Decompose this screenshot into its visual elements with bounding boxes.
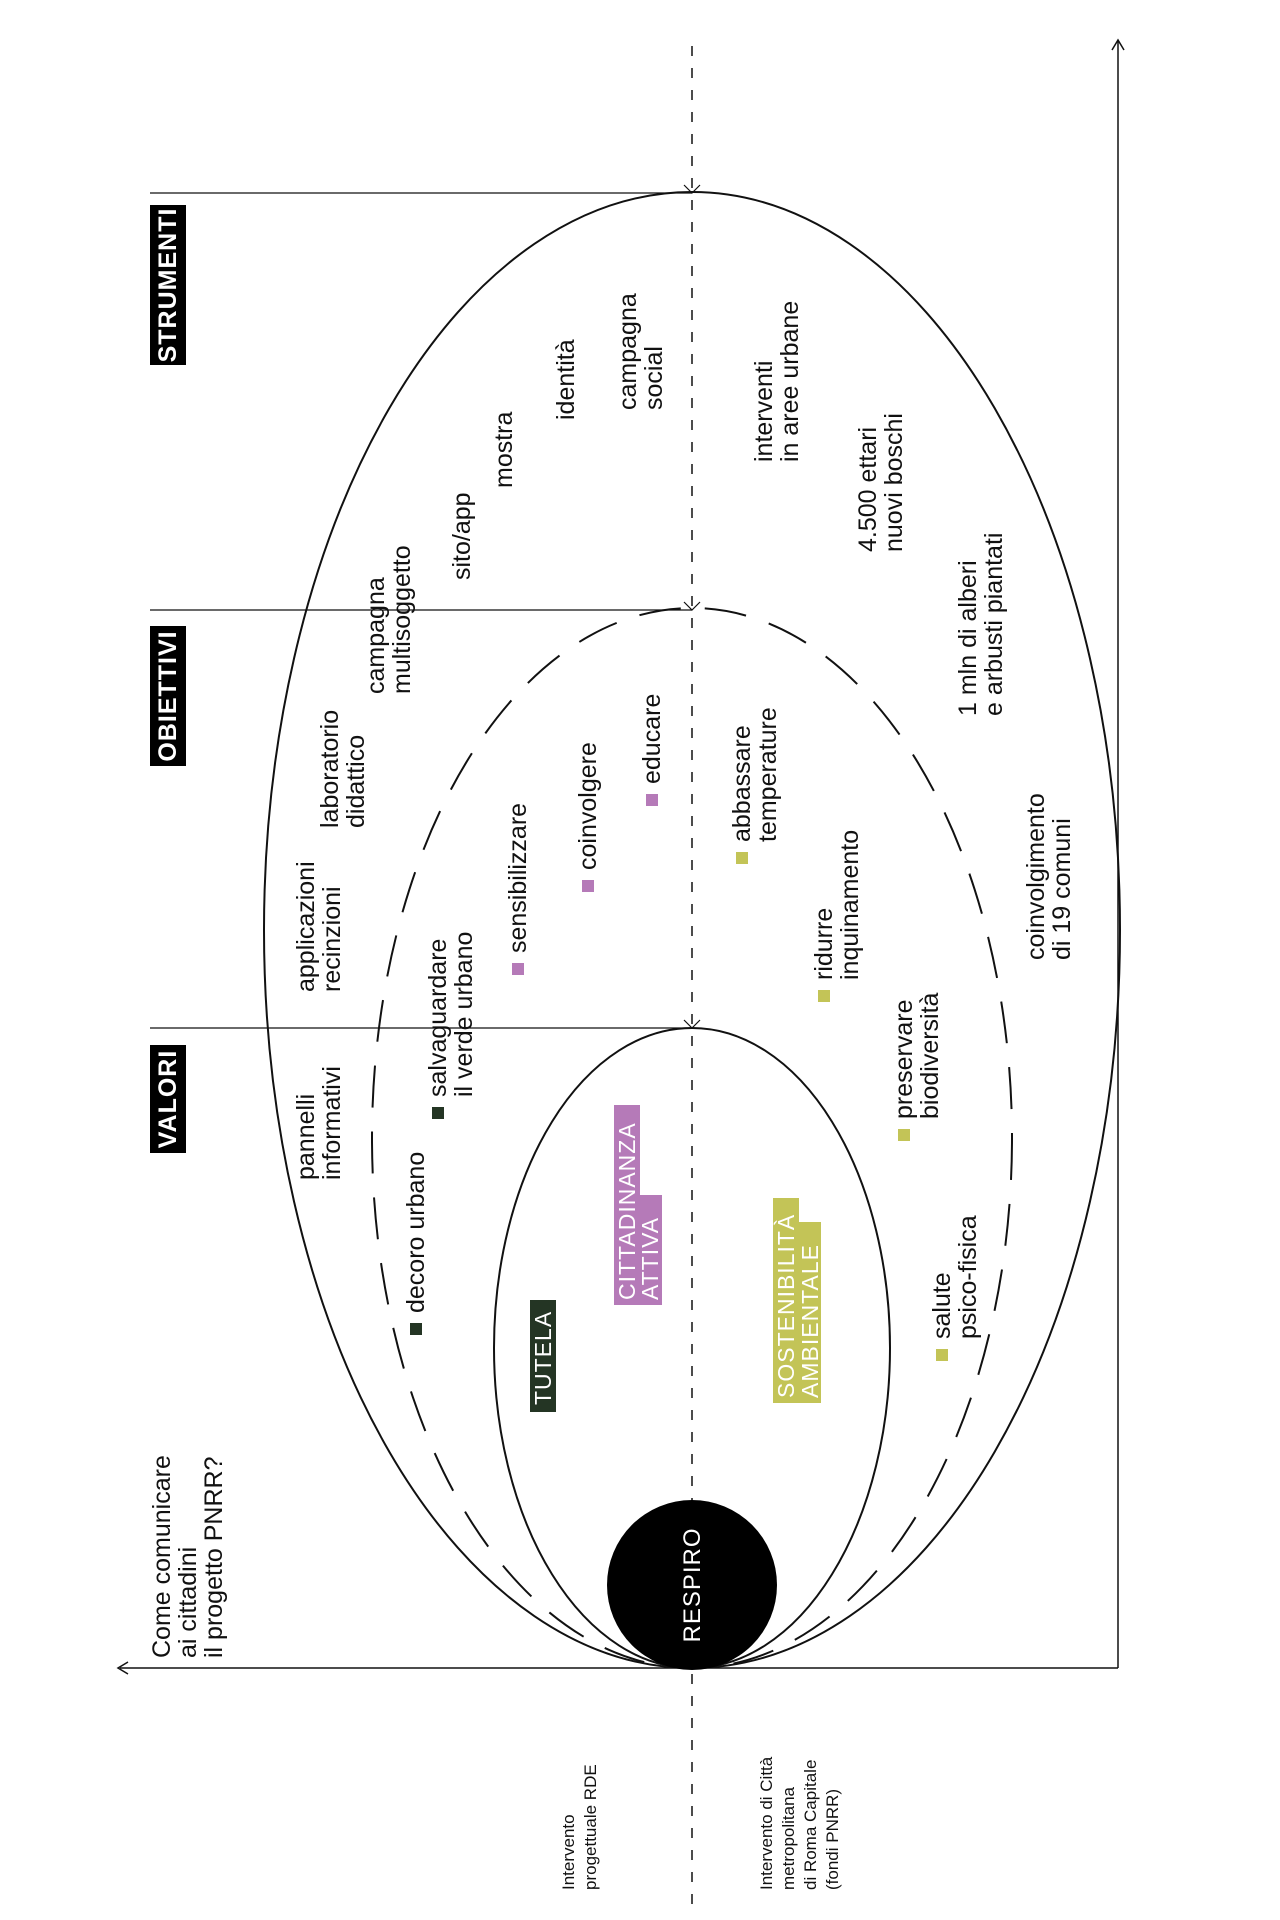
bullet-dark-green bbox=[432, 1107, 444, 1119]
bullet-purple bbox=[646, 794, 658, 806]
tool-identita-label: identità bbox=[552, 339, 580, 420]
tool-interventi bbox=[750, 301, 804, 462]
objective-coinvolgere-label: coinvolgere bbox=[574, 742, 602, 870]
tool-ettari-line-2: nuovi boschi bbox=[880, 413, 908, 552]
tool-pannelli-line-1: pannelli bbox=[292, 1093, 320, 1180]
label-citta-line-2: metropolitana bbox=[779, 1786, 798, 1890]
label-rde bbox=[559, 1764, 600, 1890]
objective-ridurre-line-2: inquinamento bbox=[836, 829, 864, 980]
objective-sensibilizzare-label: sensibilizzare bbox=[504, 802, 532, 953]
tool-interventi-line-1: interventi bbox=[750, 360, 778, 462]
objective-abbassare bbox=[728, 707, 782, 864]
tool-campagna-social bbox=[614, 293, 668, 410]
question-line-2: ai cittadini bbox=[174, 1546, 202, 1658]
objective-educare bbox=[638, 694, 666, 806]
objective-salute bbox=[928, 1215, 982, 1361]
tool-campagna-multi-line-1: campagna bbox=[362, 577, 390, 694]
objective-preservare-line-2: biodiversità bbox=[916, 992, 944, 1119]
label-citta-line-3: di Roma Capitale bbox=[801, 1759, 820, 1890]
objective-ridurre bbox=[810, 830, 864, 1002]
label-citta bbox=[757, 1756, 842, 1890]
label-rde-line-1: Intervento bbox=[559, 1814, 578, 1890]
objective-abbassare-line-1: abbassare bbox=[728, 725, 756, 842]
value-sostenibilita-line-2: AMBIENTALE bbox=[797, 1244, 823, 1398]
objective-preservare-line-1: preservare bbox=[890, 999, 918, 1119]
tool-mostra bbox=[490, 412, 518, 489]
question-text bbox=[148, 1455, 228, 1658]
question-line-3: il progetto PNRR? bbox=[200, 1456, 228, 1658]
value-cittadinanza bbox=[614, 1105, 663, 1305]
bullet-purple bbox=[512, 963, 524, 975]
tool-campagna-social-line-1: campagna bbox=[614, 293, 642, 410]
bullet-yellow-green bbox=[818, 990, 830, 1002]
label-citta-line-1: Intervento di Città bbox=[757, 1756, 776, 1890]
objective-sensibilizzare bbox=[504, 803, 532, 975]
objective-coinvolgere bbox=[574, 742, 602, 892]
objective-salute-line-2: psico-fisica bbox=[954, 1215, 982, 1339]
tool-mostra-label: mostra bbox=[490, 411, 518, 488]
tool-sito bbox=[448, 492, 476, 580]
tool-laboratorio bbox=[316, 710, 370, 828]
respiro-label: RESPIRO bbox=[679, 1527, 706, 1643]
tool-identita bbox=[552, 339, 580, 420]
value-sostenibilita bbox=[773, 1198, 823, 1403]
tool-applicazioni-line-2: recinzioni bbox=[318, 886, 346, 992]
tool-pannelli bbox=[292, 1066, 346, 1180]
tool-campagna-multisoggetto bbox=[362, 545, 416, 694]
tool-applicazioni-line-1: applicazioni bbox=[292, 861, 320, 992]
tool-applicazioni bbox=[292, 861, 346, 992]
value-cittadinanza-line-2: ATTIVA bbox=[637, 1216, 663, 1300]
bullet-yellow-green bbox=[898, 1129, 910, 1141]
value-tutela bbox=[530, 1300, 556, 1412]
objective-salvaguardare-line-2: il verde urbano bbox=[450, 931, 478, 1097]
objective-preservare bbox=[890, 992, 944, 1141]
axes bbox=[118, 40, 1124, 1674]
tool-ettari-line-1: 4.500 ettari bbox=[854, 426, 882, 552]
tool-campagna-multi-line-2: multisoggetto bbox=[388, 545, 416, 694]
bullet-dark-green bbox=[410, 1323, 422, 1335]
question-line-1: Come comunicare bbox=[148, 1455, 176, 1658]
objective-decoro bbox=[402, 1152, 430, 1335]
objective-salvaguardare bbox=[424, 932, 478, 1119]
bullet-purple bbox=[582, 880, 594, 892]
header-obiettivi-label: OBIETTIVI bbox=[154, 630, 182, 762]
tool-ettari bbox=[854, 413, 908, 552]
tool-comuni-line-1: coinvolgimento bbox=[1022, 793, 1050, 960]
objective-salute-line-1: salute bbox=[928, 1272, 956, 1339]
tool-alberi-line-2: e arbusti piantati bbox=[980, 532, 1008, 716]
objective-ridurre-line-1: ridurre bbox=[810, 907, 838, 980]
objective-abbassare-line-2: temperature bbox=[754, 707, 782, 842]
tool-campagna-social-line-2: social bbox=[640, 346, 668, 410]
header-valori bbox=[150, 1045, 186, 1153]
tool-alberi bbox=[954, 533, 1008, 716]
tool-comuni-line-2: di 19 comuni bbox=[1048, 818, 1076, 960]
tool-interventi-line-2: in aree urbane bbox=[776, 300, 804, 462]
tool-laboratorio-line-2: didattico bbox=[342, 734, 370, 828]
header-valori-label: VALORI bbox=[154, 1049, 182, 1149]
value-cittadinanza-line-1: CITTADINANZA bbox=[614, 1122, 640, 1300]
tool-sito-label: sito/app bbox=[448, 492, 476, 580]
header-strumenti bbox=[150, 205, 186, 365]
objective-decoro-label: decoro urbano bbox=[402, 1151, 430, 1313]
tool-pannelli-line-2: informativi bbox=[318, 1066, 346, 1180]
header-obiettivi bbox=[150, 626, 186, 766]
objective-salvaguardare-line-1: salvaguardare bbox=[424, 938, 452, 1097]
label-citta-line-4: (fondi PNRR) bbox=[823, 1788, 842, 1890]
bullet-yellow-green bbox=[936, 1349, 948, 1361]
objective-educare-label: educare bbox=[638, 693, 666, 784]
bullet-yellow-green bbox=[736, 852, 748, 864]
value-sostenibilita-line-1: SOSTENIBILITÀ bbox=[773, 1213, 799, 1398]
tool-comuni bbox=[1022, 793, 1076, 960]
tool-laboratorio-line-1: laboratorio bbox=[316, 709, 344, 828]
header-strumenti-label: STRUMENTI bbox=[154, 207, 182, 363]
value-tutela-label: TUTELA bbox=[530, 1310, 556, 1405]
label-rde-line-2: progettuale RDE bbox=[581, 1764, 600, 1890]
tool-alberi-line-1: 1 mln di alberi bbox=[954, 560, 982, 716]
